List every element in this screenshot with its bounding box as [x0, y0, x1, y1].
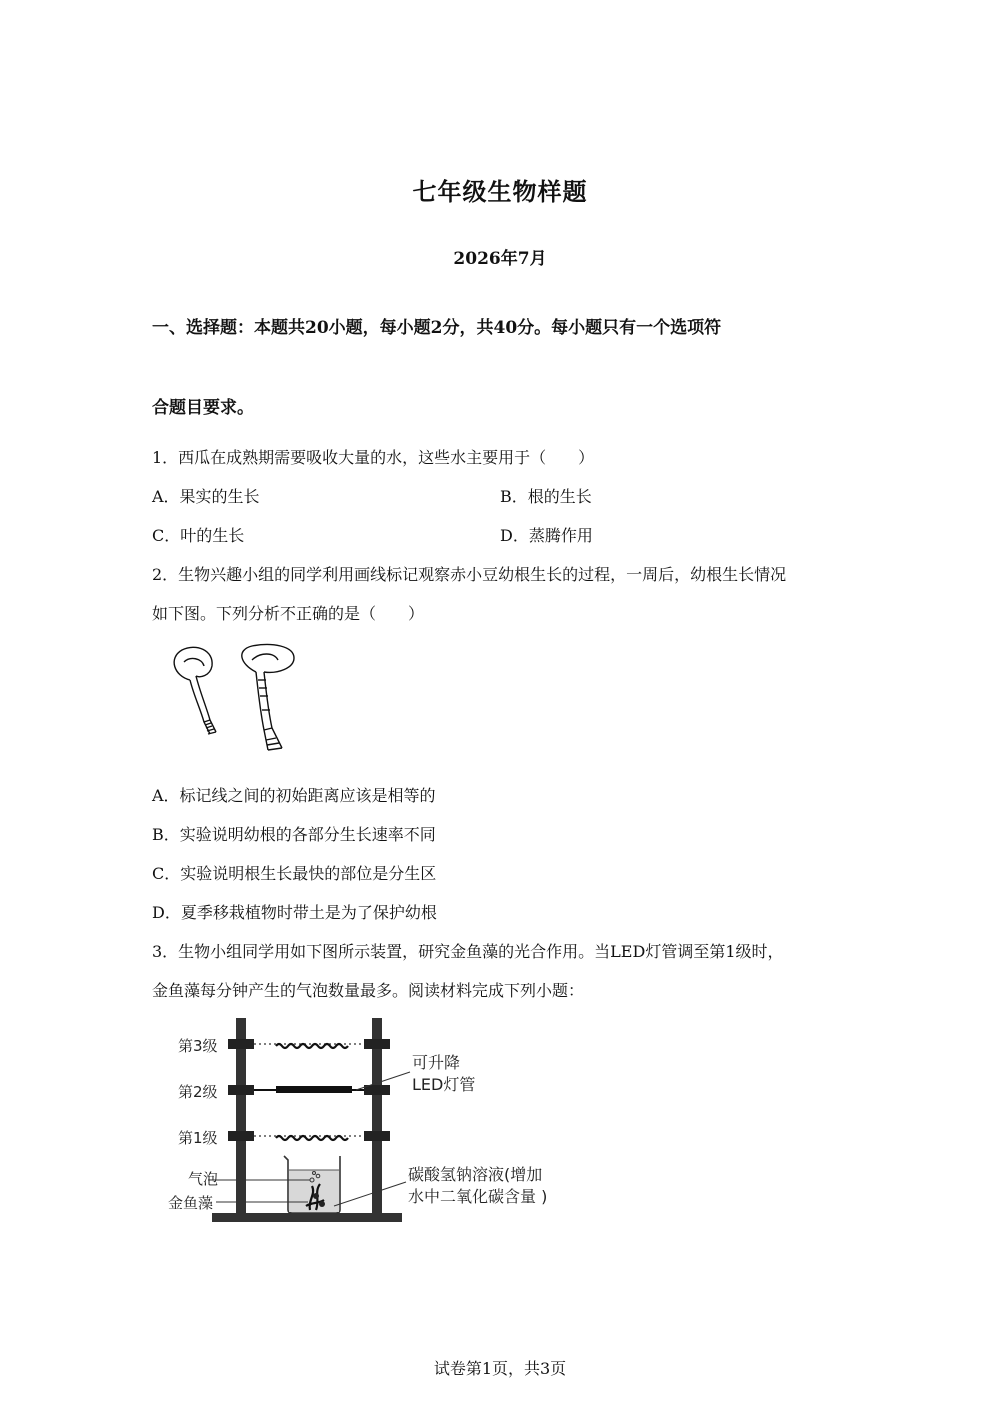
label-solution-line1: 碳酸氢钠溶液(增加	[408, 1165, 543, 1184]
label-level-1: 第1级	[178, 1129, 218, 1147]
q3-stem-line2: 金鱼藻每分钟产生的气泡数量最多。阅读材料完成下列小题：	[152, 981, 585, 1000]
q1-option-a: A．果实的生长	[152, 487, 260, 506]
label-hornwort: 金鱼藻	[168, 1194, 214, 1212]
q3-stem-line1: 3．生物小组同学用如下图所示装置，研究金鱼藻的光合作用。当LED灯管调至第1级时，	[152, 942, 784, 961]
q1-option-b: B．根的生长	[500, 487, 592, 506]
exam-date: 2026年7月	[453, 249, 547, 269]
q2-option-b: B．实验说明幼根的各部分生长速率不同	[152, 825, 436, 844]
label-lamp-line2: LED灯管	[412, 1075, 476, 1094]
short-root-seedling	[174, 647, 216, 734]
q2-option-c: C．实验说明根生长最快的部位是分生区	[152, 864, 437, 883]
lamp-level-3	[276, 1044, 348, 1048]
bean-root-figure	[160, 640, 310, 762]
q1-stem: 1．西瓜在成熟期需要吸收大量的水，这些水主要用于（ ）	[152, 448, 595, 467]
label-solution-line2: 水中二氧化碳含量 )	[408, 1187, 548, 1206]
lamp-level-1	[276, 1136, 348, 1140]
label-bubble: 气泡	[188, 1170, 219, 1188]
label-level-3: 第3级	[178, 1037, 218, 1055]
long-root-seedling	[242, 645, 294, 751]
lamp-level-2	[276, 1086, 352, 1093]
clamp-right-1	[364, 1131, 390, 1141]
label-lamp-line1: 可升降	[412, 1053, 461, 1072]
clamp-left-2	[228, 1085, 254, 1095]
q2-option-a: A．标记线之间的初始距离应该是相等的	[152, 786, 436, 805]
q2-stem-line1: 2．生物兴趣小组的同学利用画线标记观察赤小豆幼根生长的过程，一周后，幼根生长情况	[152, 565, 787, 584]
q2-stem-line2: 如下图。下列分析不正确的是（ ）	[152, 604, 425, 623]
clamp-left-3	[228, 1039, 254, 1049]
stand-base	[212, 1213, 402, 1222]
q2-option-d: D．夏季移栽植物时带土是为了保护幼根	[152, 903, 437, 922]
clamp-right-3	[364, 1039, 390, 1049]
clamp-left-1	[228, 1131, 254, 1141]
label-level-2: 第2级	[178, 1083, 218, 1101]
section-heading-line1: 一、选择题：本题共20小题，每小题2分，共40分。每小题只有一个选项符	[152, 318, 722, 338]
page-title: 七年级生物样题	[412, 177, 588, 206]
page-footer: 试卷第1页，共3页	[433, 1359, 567, 1378]
q1-option-c: C．叶的生长	[152, 526, 245, 545]
q1-option-d: D．蒸腾作用	[500, 526, 593, 545]
section-heading-line2: 合题目要求。	[152, 398, 254, 418]
photosynthesis-apparatus-figure	[160, 1010, 600, 1232]
